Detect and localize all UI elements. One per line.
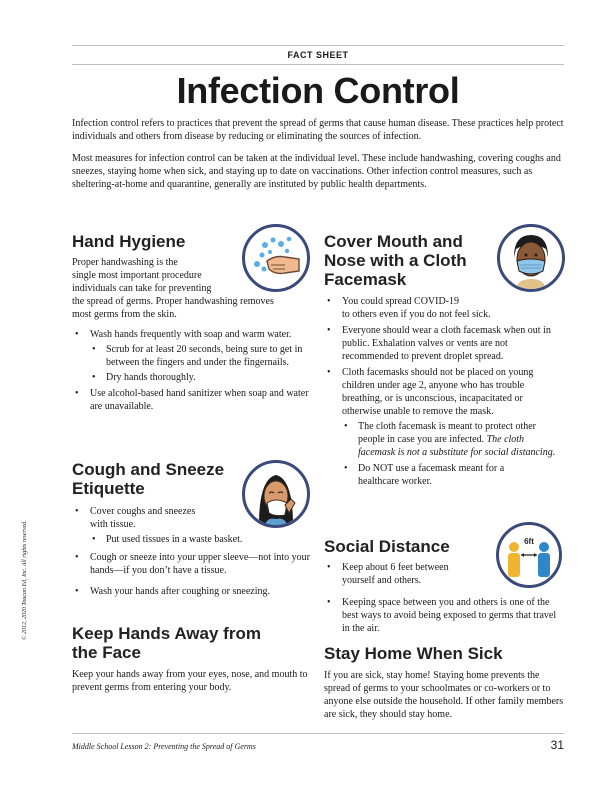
- list-item: • Cough or sneeze into your upper sleeve—not into your hands—if you don’t have a tissue.: [72, 551, 310, 577]
- list-item: • Scrub for at least 20 seconds, being sure to get in between the fingers and under the fingernails.: [90, 343, 310, 369]
- footer-lesson-title: Middle School Lesson 2: Preventing the Spread of Germs: [72, 742, 256, 751]
- cough-heading-line-2: Etiquette: [72, 479, 145, 498]
- stay-home-heading: Stay Home When Sick: [324, 644, 503, 663]
- page-title: Infection Control: [176, 70, 460, 111]
- hand-hygiene-lead-5: most germs from the skin.: [72, 309, 177, 320]
- hand-hygiene-lead-2: single most important procedure: [72, 270, 202, 281]
- cough-heading-line-1: Cough and Sneeze: [72, 460, 225, 479]
- hands-away-heading-line-2: the Face: [72, 643, 141, 662]
- list-item: • Dry hands thoroughly.: [90, 371, 310, 384]
- list-item: • Keep about 6 feet between yourself and others.: [324, 561, 566, 587]
- footer-rule: [72, 733, 564, 734]
- top-rule: [72, 45, 564, 46]
- cover-mouth-heading-line-3: Facemask: [324, 270, 407, 289]
- copyright-notice: © 2012, 2020 Toucan Ed, Inc. All rights reserved.: [22, 520, 28, 640]
- hand-hygiene-lead-1: Proper handwashing is the: [72, 257, 178, 268]
- hands-away-heading-line-1: Keep Hands Away from: [72, 624, 261, 643]
- hand-hygiene-lead-3: individuals can take for preventing: [72, 283, 212, 294]
- fact-sheet-label: FACT SHEET: [287, 50, 349, 60]
- six-feet-label: 6ft: [524, 537, 534, 546]
- list-item: • Wash hands frequently with soap and warm water. • Scrub for at least 20 seconds, being sure to get in between the fingers and under the fingernails. • Dry hands thoroughly.: [72, 328, 310, 384]
- intro-section: [72, 117, 564, 191]
- stay-home-text: If you are sick, stay home! Staying home prevents the spread of germs to your schoolmates or co-workers or to anyone else outside the household. If other family members are sick, they should stay home.: [324, 670, 564, 720]
- intro-paragraph-2: Most measures for infection control can be taken at the individual level. These include handwashing, covering coughs and sneezes, staying home when sick, and staying up to date on vaccinations. Other infection control measures, such as sheltering-at-home and quarantine, generally are instituted by public health departments.: [72, 153, 561, 190]
- hands-away-section: [72, 624, 312, 694]
- cover-mouth-heading-line-2: Nose with a Cloth: [324, 251, 467, 270]
- hand-hygiene-lead-4: the spread of germs. Proper handwashing removes: [72, 296, 274, 307]
- list-item: • The cloth facemask is meant to protect other people in case you are infected. The cloth facemask is not a substitute for social distancing.: [342, 420, 558, 459]
- list-item: • Everyone should wear a cloth facemask when out in public. Exhalation valves or vents are not recommended to prevent droplet spread.: [324, 324, 566, 363]
- sneezing-person-icon: [242, 460, 310, 528]
- cover-mouth-heading-line-1: Cover Mouth and: [324, 232, 463, 251]
- intro-paragraph-1: Infection control refers to practices that prevent the spread of germs that cause human disease. These practices help protect individuals and others from disease by reducing or eliminating the sources of infection.: [72, 118, 564, 142]
- handwashing-icon: [242, 224, 310, 292]
- list-item: • Keeping space between you and others is one of the best ways to avoid being exposed to germs that travel in the air.: [324, 596, 566, 635]
- stay-home-section: [324, 644, 566, 721]
- list-item: • Wash your hands after coughing or sneezing.: [72, 585, 310, 598]
- list-item: • Put used tissues in a waste basket.: [90, 533, 310, 546]
- list-item: • Do NOT use a facemask meant for a healthcare worker.: [342, 462, 558, 488]
- social-distance-heading: Social Distance: [324, 537, 450, 556]
- list-item: • Cover coughs and sneezes with tissue. • Put used tissues in a waste basket.: [72, 505, 310, 546]
- list-item: • Use alcohol-based hand sanitizer when soap and water are unavailable.: [72, 387, 310, 413]
- hand-hygiene-heading: Hand Hygiene: [72, 232, 186, 251]
- social-distance-icon: [496, 522, 562, 588]
- facemask-person-icon: [497, 224, 565, 292]
- list-item: • You could spread COVID-19 to others even if you do not feel sick.: [324, 295, 566, 321]
- hands-away-text: Keep your hands away from your eyes, nose, and mouth to prevent germs from entering your body.: [72, 669, 308, 693]
- page-number: 31: [550, 738, 564, 752]
- list-item: • Cloth facemasks should not be placed on young children under age 2, anyone who has trouble breathing, or is unconscious, incapacitated or otherwise unable to remove the mask. • The cloth facemask is meant to protect other people in case you are infected. The cloth facemask is not a substitute for social distancing. • Do NOT use a facemask meant for a healthcare worker.: [324, 366, 566, 488]
- label-rule: [72, 64, 564, 65]
